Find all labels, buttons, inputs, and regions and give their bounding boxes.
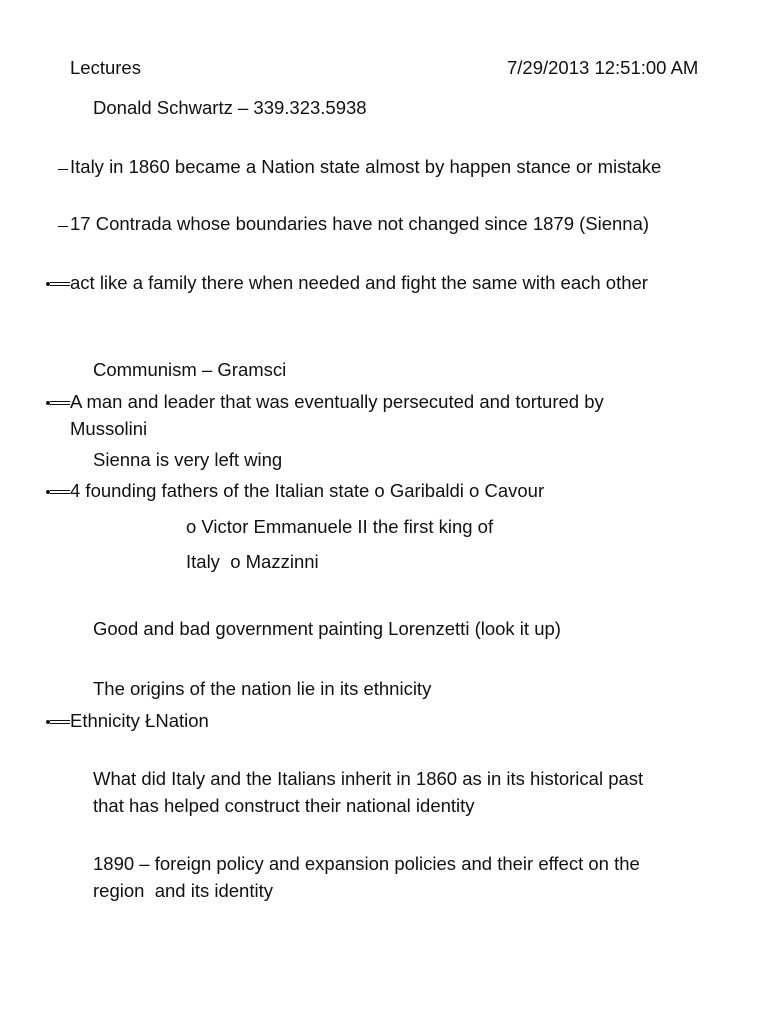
note-line: Sienna is very left wing — [93, 449, 283, 470]
timestamp: 7/29/2013 12:51:00 AM — [507, 57, 699, 78]
dash-marker — [58, 169, 68, 170]
note-item: 17 Contrada whose boundaries have not changed since 1879 (Sienna) — [70, 213, 650, 234]
note-line: Italy o Mazzinni — [186, 551, 319, 572]
note-paragraph: 1890 – foreign policy and expansion policies and their effect on the region and its identity — [93, 853, 645, 901]
note-line: o Victor Emmanuele II the first king of — [186, 516, 494, 537]
section-heading: Communism – Gramsci — [93, 359, 287, 380]
note-paragraph: What did Italy and the Italians inherit in 1860 as in its historical past that has helped construct their national identity — [93, 768, 644, 816]
note-item: 4 founding fathers of the Italian state o Garibaldi o Cavour — [70, 480, 545, 501]
lectures-title: Lectures — [70, 57, 141, 78]
dash-marker — [58, 226, 68, 227]
note-item: A man and leader that was eventually persecuted and tortured by Mussolini — [70, 391, 604, 439]
note-item: act like a family there when needed and fight the same with each other — [70, 272, 648, 293]
note-item: Italy in 1860 became a Nation state almost by happen stance or mistake — [70, 156, 662, 177]
note-line: Good and bad government painting Lorenzetti (look it up) — [93, 618, 561, 639]
note-line: The origins of the nation lie in its ethnicity — [93, 678, 432, 699]
contact-line: Donald Schwartz – 339.323.5938 — [93, 97, 367, 118]
note-item: Ethnicity ŁNation — [70, 710, 209, 731]
